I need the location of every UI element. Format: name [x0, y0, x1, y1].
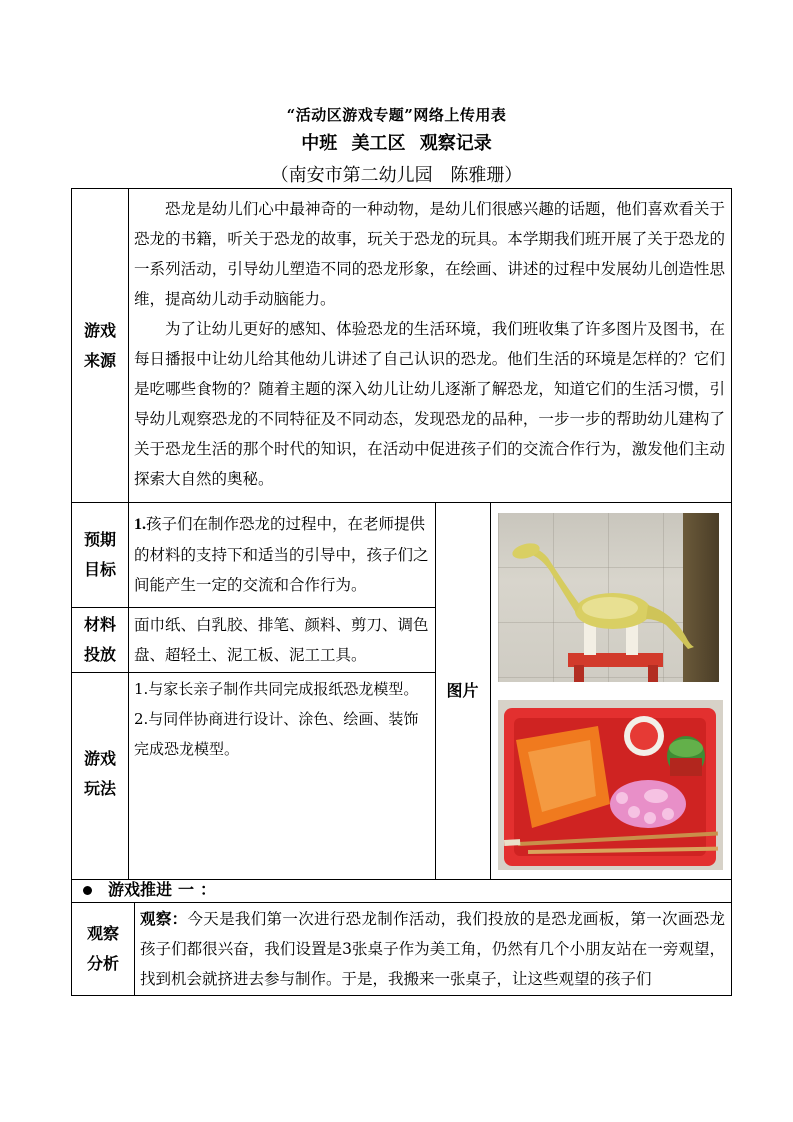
progress-row — [71, 879, 732, 903]
goal-number: 1. — [134, 516, 146, 533]
progress-number: 一 — [178, 880, 195, 899]
goal-text — [134, 509, 429, 600]
materials-photo — [498, 700, 723, 870]
observation-text — [140, 904, 725, 994]
observation-content-cell — [134, 902, 732, 996]
doc-subtitle — [0, 129, 793, 155]
observation-body: 今天是我们第一次进行恐龙制作活动，我们投放的是恐龙画板，第一次画恐龙孩子们都很兴奋，我们设置是3张桌子作为美工角，仍然有几个小朋友站在一旁观望，找到机会就挤进去参与制作。于是，我搬来一张桌子，让这些观望的孩子们 — [140, 910, 725, 988]
play-label-cell — [71, 672, 129, 880]
materials-content-cell — [128, 607, 436, 673]
goal-label-cell — [71, 502, 129, 608]
source-paragraph-1: 恐龙是幼儿们心中最神奇的一种动物，是幼儿们很感兴趣的话题，他们喜欢看关于恐龙的书籍，听关于恐龙的故事，玩关于恐龙的玩具。本学期我们班开展了关于恐龙的一系列活动，引导幼儿塑造不同的恐龙形象，在绘画、讲述的过程中发展幼儿创造性思维，提高幼儿动手动脑能力。 — [134, 200, 725, 308]
progress-heading — [108, 879, 222, 901]
observation-label-cell — [71, 902, 135, 996]
dinosaur-photo — [498, 513, 719, 682]
class-name: 中班 — [301, 133, 338, 154]
observation-lead: 观察： — [140, 909, 188, 928]
author-name: 陈雅珊） — [450, 165, 523, 186]
materials-label-cell — [71, 607, 129, 673]
materials-illustration — [498, 700, 723, 870]
dinosaur-illustration — [498, 513, 719, 682]
play-label: 游戏玩法 — [83, 749, 116, 798]
observation-label: 观察分析 — [86, 923, 119, 973]
play-item-1: 1.与家长亲子制作共同完成报纸恐龙模型。 — [134, 680, 419, 698]
record-type: 观察记录 — [419, 133, 492, 154]
pictures-label-cell — [435, 502, 491, 880]
area-name: 美工区 — [351, 133, 406, 154]
author-line — [0, 161, 793, 187]
play-content-cell — [128, 672, 436, 880]
goal-content-cell — [128, 502, 436, 608]
goal-body: 孩子们在制作恐龙的过程中，在老师提供的材料的支持下和适当的引导中，孩子们之间能产生一定的交流和合作行为。 — [134, 515, 429, 594]
goal-label: 预期目标 — [83, 529, 116, 579]
author-school: （南安市第二幼儿园 — [270, 165, 433, 186]
source-paragraph-2: 为了让幼儿更好的感知、体验恐龙的生活环境，我们班收集了许多图片及图书，在每日播报中让幼儿给其他幼儿讲述了自己认识的恐龙。他们生活的环境是怎样的？它们是吃哪些食物的？随着主题的深入幼儿让幼儿逐渐了解恐龙，知道它们的生活习惯，引导幼儿观察恐龙的不同特征及不同动态，发现恐龙的品种，一步一步的帮助幼儿建构了关于恐龙生活的那个时代的知识，在活动中促进孩子们的交流合作行为，激发他们主动探索大自然的奥秘。 — [134, 320, 725, 488]
source-label: 游戏来源 — [83, 320, 116, 370]
source-content-cell — [128, 188, 732, 503]
progress-title: 游戏推进 — [108, 880, 173, 899]
materials-text: 面巾纸、白乳胶、排笔、颜料、剪刀、调色盘、超轻土、泥工板、泥工工具。 — [134, 616, 429, 664]
materials-label: 材料投放 — [83, 614, 116, 664]
play-item-2: 2.与同伴协商进行设计、涂色、绘画、装饰完成恐龙模型。 — [134, 710, 419, 758]
doc-title: “活动区游戏专题”网络上传用表 — [286, 106, 507, 124]
progress-colon: ： — [200, 880, 217, 899]
source-label-cell — [71, 188, 129, 503]
pictures-label: 图片 — [446, 680, 479, 700]
bullet-icon — [83, 886, 92, 895]
